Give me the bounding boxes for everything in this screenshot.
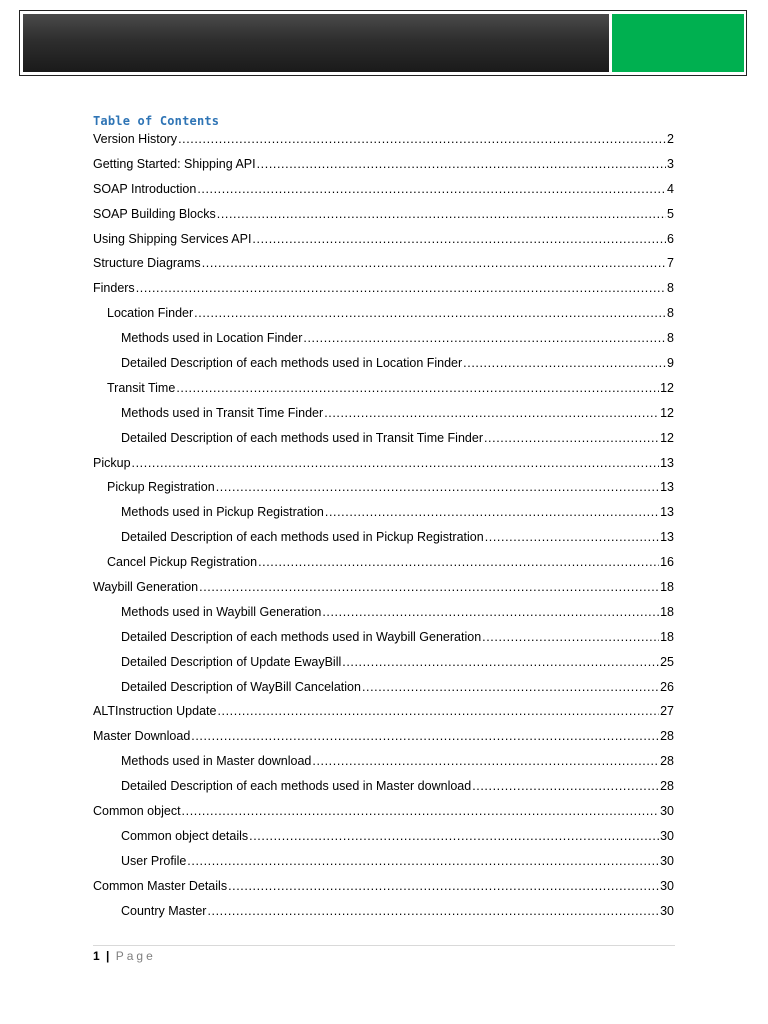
toc-leader-dots: [325, 502, 659, 522]
toc-entry-page-number: 12: [660, 430, 674, 445]
toc-entry-page-number: 18: [660, 580, 674, 595]
toc-leader-dots: [132, 453, 660, 473]
toc-entry[interactable]: [93, 229, 674, 254]
toc-entry-page-number: 3: [667, 156, 674, 171]
footer-page-number: 1: [93, 949, 100, 963]
toc-entry-page-number: 12: [660, 380, 674, 395]
toc-leader-dots: [207, 901, 659, 921]
toc-leader-dots: [182, 801, 660, 821]
toc-entry[interactable]: [93, 303, 674, 328]
footer-separator: |: [106, 949, 110, 963]
toc-entry-page-number: 16: [660, 555, 674, 570]
toc-leader-dots: [342, 652, 659, 672]
toc-entry-label: Methods used in Pickup Registration: [121, 505, 324, 520]
toc-entry-page-number: 5: [667, 206, 674, 221]
toc-entry-label: Location Finder: [107, 306, 194, 321]
toc-entry-label: Finders: [93, 281, 135, 296]
toc-entry-page-number: 8: [667, 331, 674, 346]
toc-entry-page-number: 26: [660, 679, 674, 694]
toc-leader-dots: [197, 179, 666, 199]
toc-entry-label: Country Master: [121, 903, 207, 918]
toc-entry-label: Common Master Details: [93, 878, 228, 893]
toc-leader-dots: [191, 726, 659, 746]
toc-entry[interactable]: [93, 826, 674, 851]
toc-entry[interactable]: [93, 204, 674, 229]
toc-entry-label: Cancel Pickup Registration: [107, 555, 258, 570]
toc-entry-label: Detailed Description of each methods used in Master download: [121, 779, 472, 794]
toc-entry[interactable]: [93, 253, 674, 278]
toc-leader-dots: [258, 552, 659, 572]
toc-entry[interactable]: [93, 453, 674, 478]
toc-entry-page-number: 18: [660, 604, 674, 619]
toc-leader-dots: [217, 701, 659, 721]
toc-entry[interactable]: [93, 502, 674, 527]
toc-leader-dots: [463, 353, 666, 373]
toc-entry[interactable]: [93, 552, 674, 577]
toc-entry-page-number: 2: [667, 132, 674, 146]
toc-entry-page-number: 27: [660, 704, 674, 719]
toc-entry[interactable]: [93, 403, 674, 428]
toc-entry-page-number: 28: [660, 779, 674, 794]
toc-entry-page-number: 28: [660, 754, 674, 769]
toc-leader-dots: [178, 129, 666, 149]
toc-entry-label: Detailed Description of each methods used in Location Finder: [121, 356, 463, 371]
footer-divider: [93, 945, 675, 946]
toc-leader-dots: [482, 627, 659, 647]
header-green-block: [612, 14, 744, 72]
toc-entry-page-number: 12: [660, 405, 674, 420]
toc-leader-dots: [194, 303, 666, 323]
toc-entry-label: Master Download: [93, 729, 191, 744]
toc-entry-label: Pickup Registration: [107, 480, 215, 495]
toc-entry[interactable]: [93, 751, 674, 776]
toc-entry[interactable]: [93, 577, 674, 602]
toc-entry-page-number: 30: [660, 804, 674, 819]
toc-entry-label: ALTInstruction Update: [93, 704, 217, 719]
toc-entry[interactable]: [93, 129, 674, 154]
toc-leader-dots: [217, 204, 666, 224]
toc-entry[interactable]: [93, 179, 674, 204]
toc-entry-page-number: 13: [660, 505, 674, 520]
toc-entry-page-number: 8: [667, 281, 674, 296]
toc-leader-dots: [202, 253, 666, 273]
document-header-banner: [19, 10, 747, 76]
toc-leader-dots: [136, 278, 666, 298]
toc-entry-page-number: 7: [667, 256, 674, 271]
toc-entry-page-number: 6: [667, 231, 674, 246]
toc-entry-page-number: 8: [667, 306, 674, 321]
toc-entry-label: Detailed Description of Update EwayBill: [121, 654, 342, 669]
toc-entry[interactable]: [93, 477, 674, 502]
toc-leader-dots: [303, 328, 666, 348]
toc-leader-dots: [312, 751, 659, 771]
toc-entry-page-number: 13: [660, 480, 674, 495]
toc-entry-page-number: 9: [667, 356, 674, 371]
toc-entry[interactable]: [93, 876, 674, 901]
toc-entry-label: Waybill Generation: [93, 580, 199, 595]
table-of-contents: [93, 129, 674, 926]
toc-entry[interactable]: [93, 378, 674, 403]
toc-leader-dots: [249, 826, 659, 846]
toc-entry[interactable]: [93, 851, 674, 876]
toc-entry[interactable]: [93, 328, 674, 353]
toc-leader-dots: [484, 428, 659, 448]
toc-entry[interactable]: [93, 353, 674, 378]
toc-leader-dots: [472, 776, 659, 796]
toc-entry[interactable]: [93, 801, 674, 826]
toc-entry-page-number: 28: [660, 729, 674, 744]
toc-leader-dots: [228, 876, 659, 896]
toc-entry-page-number: 30: [660, 828, 674, 843]
toc-entry-label: Structure Diagrams: [93, 256, 201, 271]
toc-entry-label: Methods used in Waybill Generation: [121, 604, 322, 619]
toc-entry[interactable]: [93, 278, 674, 303]
toc-leader-dots: [257, 154, 666, 174]
toc-entry[interactable]: [93, 776, 674, 801]
toc-leader-dots: [176, 378, 659, 398]
toc-entry-label: Common object: [93, 804, 181, 819]
toc-entry-page-number: 30: [660, 853, 674, 868]
toc-leader-dots: [362, 677, 659, 697]
toc-entry[interactable]: [93, 428, 674, 453]
toc-entry[interactable]: [93, 701, 674, 726]
toc-entry-label: SOAP Building Blocks: [93, 206, 216, 221]
toc-entry[interactable]: [93, 527, 674, 552]
toc-entry-page-number: 30: [660, 903, 674, 918]
toc-leader-dots: [216, 477, 659, 497]
toc-leader-dots: [199, 577, 659, 597]
toc-entry[interactable]: [93, 602, 674, 627]
toc-leader-dots: [485, 527, 659, 547]
toc-entry-page-number: 4: [667, 181, 674, 196]
toc-entry-label: Common object details: [121, 828, 249, 843]
toc-entry[interactable]: [93, 677, 674, 702]
toc-leader-dots: [252, 229, 666, 249]
toc-entry-page-number: 25: [660, 654, 674, 669]
toc-entry-label: Methods used in Transit Time Finder: [121, 405, 324, 420]
toc-entry-label: Methods used in Location Finder: [121, 331, 303, 346]
header-dark-bar: [23, 14, 609, 72]
toc-entry-page-number: 13: [660, 455, 674, 470]
toc-entry-label: SOAP Introduction: [93, 181, 197, 196]
toc-entry[interactable]: [93, 154, 674, 179]
toc-entry-label: Transit Time: [107, 380, 176, 395]
toc-entry-label: Detailed Description of each methods used in Transit Time Finder: [121, 430, 483, 445]
toc-entry[interactable]: [93, 901, 674, 926]
toc-entry-label: Detailed Description of each methods used in Pickup Registration: [121, 530, 484, 545]
toc-entry-page-number: 18: [660, 629, 674, 644]
toc-entry-label: User Profile: [121, 853, 187, 868]
toc-leader-dots: [324, 403, 659, 423]
toc-entry-label: Methods used in Master download: [121, 754, 312, 769]
toc-leader-dots: [322, 602, 659, 622]
toc-entry-label: Using Shipping Services API: [93, 231, 252, 246]
toc-entry-label: Detailed Description of each methods used in Waybill Generation: [121, 629, 482, 644]
toc-entry-label: Version History: [93, 132, 178, 146]
toc-entry-page-number: 13: [660, 530, 674, 545]
toc-entry[interactable]: [93, 652, 674, 677]
toc-heading: Table of Contents: [93, 114, 220, 128]
toc-entry-page-number: 30: [660, 878, 674, 893]
toc-entry[interactable]: [93, 627, 674, 652]
toc-leader-dots: [187, 851, 659, 871]
toc-entry-label: Getting Started: Shipping API: [93, 156, 256, 171]
toc-entry-label: Pickup: [93, 455, 131, 470]
footer-page-word: Page: [115, 949, 156, 963]
page-footer: [93, 949, 156, 963]
toc-entry[interactable]: [93, 726, 674, 751]
toc-entry-label: Detailed Description of WayBill Cancelation: [121, 679, 361, 694]
